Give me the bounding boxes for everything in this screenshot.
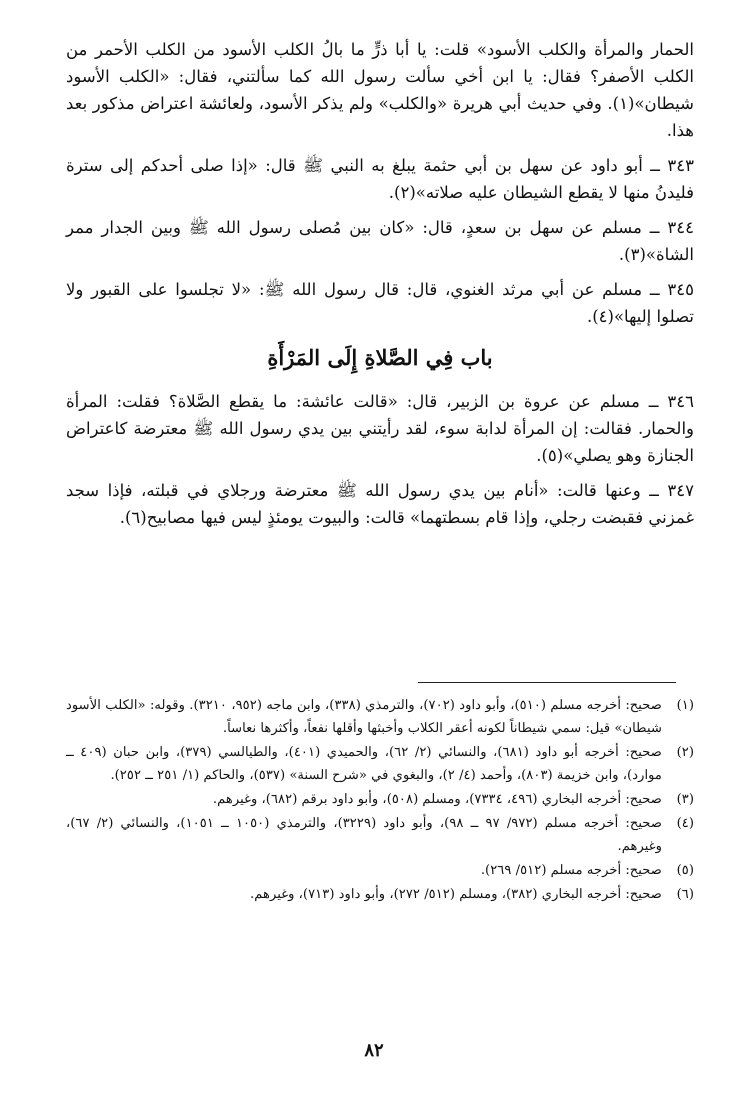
footnote (66, 694, 694, 740)
chapter-heading: باب فِي الصَّلاةِ إِلَى المَرْأَةِ (267, 345, 493, 370)
footnote-text: صحيح: أخرجه أبو داود (٦٨١)، والنسائي (٢/ ٦٢)، والحميدي (٤٠١)، والطيالسي (٣٧٩)، وابن حبان (٤٠٩ ــ موارد)، وابن خزيمة (٨٠٣)، وأحمد (٤/ ٢)، والبغوي في «شرح السنة» (٥٣٧)، والحاكم (١/ ٢٥١ ــ ٢٥٢). (66, 745, 662, 783)
footnote-number: (١) (676, 698, 694, 713)
footnote-number: (٦) (676, 887, 694, 902)
footnote (66, 741, 694, 787)
footnote-divider (418, 682, 676, 683)
footnote-text: صحيح: أخرجه مسلم (٥١٠)، وأبو داود (٧٠٢)، والترمذي (٣٣٨)، وابن ماجه (٩٥٢، ٣٢١٠). وقوله: «الكلب الأسود شيطان» قيل: سمي شيطاناً لكونه أعقر الكلاب وأخبثها وأقلها نفعاً، وأكثرها نعاساً. (66, 698, 662, 736)
main-text (66, 36, 694, 539)
footnotes (66, 694, 694, 907)
footnote (66, 812, 694, 858)
footnote (66, 788, 694, 811)
footnote-number: (٥) (676, 863, 694, 878)
footnote-text: صحيح: أخرجه البخاري (٣٨٢)، ومسلم (٥١٢/ ٢٧٢)، وأبو داود (٧١٣)، وغيرهم. (250, 887, 662, 902)
hadith-344: ٣٤٤ ــ مسلم عن سهل بن سعدٍ، قال: «كان بين مُصلى رسول الله ﷺ وبين الجدار ممر الشاة»(٣). (66, 218, 694, 264)
footnote-number: (٢) (676, 745, 694, 760)
footnote-number: (٤) (676, 816, 694, 831)
footnote-text: صحيح: أخرجه مسلم (٥١٢/ ٢٦٩). (480, 863, 662, 878)
page-number: ٨٢ (364, 1040, 384, 1061)
footnote-text: صحيح: أخرجه مسلم (٩٧٢/ ٩٧ ــ ٩٨)، وأبو داود (٣٢٢٩)، والترمذي (١٠٥٠ ــ ١٠٥١)، والنسائي (٢/ ٦٧)، وغيرهم. (66, 816, 663, 854)
hadith-343: ٣٤٣ ــ أبو داود عن سهل بن أبي حثمة يبلغ به النبي ﷺ قال: «إذا صلى أحدكم إلى سترة فليدنُ منها لا يقطع الشيطان عليه صلاته»(٢). (66, 156, 694, 202)
hadith-346: ٣٤٦ ــ مسلم عن عروة بن الزبير، قال: «قالت عائشة: ما يقطع الصَّلاة؟ فقلت: المرأة والحمار. فقالت: إن المرأة لدابة سوء، لقد رأيتني بين يدي رسول الله ﷺ معترضة كاعتراض الجنازة وهو يصلي»(٥). (66, 392, 694, 465)
hadith-345: ٣٤٥ ــ مسلم عن أبي مرثد الغنوي، قال: قال رسول الله ﷺ: «لا تجلسوا على القبور ولا تصلوا إليها»(٤). (66, 280, 694, 326)
footnote-text: صحيح: أخرجه البخاري (٤٩٦، ٧٣٣٤)، ومسلم (٥٠٨)، وأبو داود برقم (٦٨٢)، وغيرهم. (212, 792, 662, 807)
hadith-347: ٣٤٧ ــ وعنها قالت: «أنام بين يدي رسول الله ﷺ معترضة ورجلاي في قبلته، فإذا سجد غمزني فقبضت رجلي، وإذا قام بسطتهما» قالت: والبيوت يومئذٍ ليس فيها مصابيح(٦). (66, 481, 694, 527)
footnote (66, 859, 694, 882)
footnote (66, 883, 694, 906)
paragraph-continuation: الحمار والمرأة والكلب الأسود» قلت: يا أبا ذرٍّ ما بالُ الكلب الأسود من الكلب الأحمر من الكلب الأصفر؟ فقال: يا ابن أخي سألت رسول الله كما سألتني، فقال: «الكلب الأسود شيطان»(١). وفي حديث أبي هريرة «والكلب» ولم يذكر الأسود، ولعائشة اعتراض مذكور بعد هذا. (66, 40, 694, 140)
footnote-number: (٣) (676, 792, 694, 807)
